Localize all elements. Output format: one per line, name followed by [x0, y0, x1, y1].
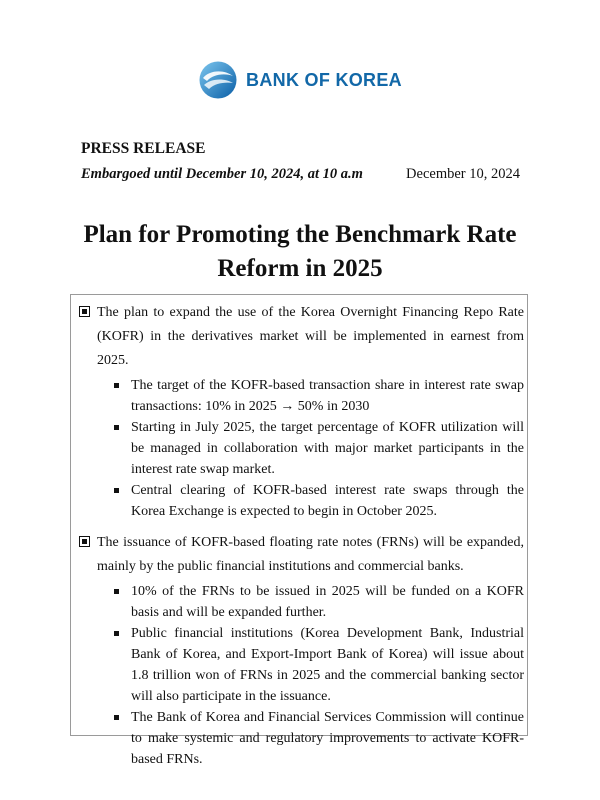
list-item: Public financial institutions (Korea Development Bank, Industrial Bank of Korea, and Export-Import Bank of Korea) will issue about 1.8 trillion won of FRNs in 2025 and the commercial banking sector will also participate in the issuance.: [114, 623, 524, 707]
list-item: 10% of the FRNs to be issued in 2025 will be funded on a KOFR basis and will be expanded further.: [114, 581, 524, 623]
bullet-list: [114, 581, 524, 770]
embargo-notice: Embargoed until December 10, 2024, at 10 a.m: [81, 166, 363, 182]
summary-box: [70, 294, 528, 767]
square-bullet-small-icon: [114, 383, 119, 388]
list-item: Starting in July 2025, the target percentage of KOFR utilization will be managed in collaboration with major market participants in the interest rate swap market.: [114, 417, 524, 480]
list-item: The target of the KOFR-based transaction share in interest rate swap transactions: 10% in 2025 → 50% in 2030: [114, 375, 524, 417]
bullet-list: [114, 375, 524, 522]
square-bullet-icon: [79, 536, 90, 547]
summary-section: [79, 301, 524, 522]
square-bullet-small-icon: [114, 488, 119, 493]
document-title: Plan for Promoting the Benchmark Rate Reform in 2025: [83, 221, 517, 282]
list-item: The Bank of Korea and Financial Services Commission will continue to make systemic and regulatory improvements to activate KOFR-based FRNs.: [114, 707, 524, 770]
release-date: December 10, 2024: [406, 166, 520, 182]
press-release-label: PRESS RELEASE: [81, 140, 206, 157]
square-bullet-small-icon: [114, 715, 119, 720]
bank-of-korea-emblem-icon: [198, 60, 238, 100]
square-bullet-small-icon: [114, 631, 119, 636]
list-item: Central clearing of KOFR-based interest rate swaps through the Korea Exchange is expected to begin in October 2025.: [114, 480, 524, 522]
section-lead: The plan to expand the use of the Korea Overnight Financing Repo Rate (KOFR) in the derivatives market will be implemented in earnest from 2025.: [97, 305, 524, 368]
logo-text: BANK OF KOREA: [246, 69, 402, 90]
square-bullet-small-icon: [114, 589, 119, 594]
bank-logo: [0, 60, 600, 100]
square-bullet-small-icon: [114, 425, 119, 430]
summary-section: [79, 531, 524, 770]
square-bullet-icon: [79, 306, 90, 317]
section-lead: The issuance of KOFR-based floating rate notes (FRNs) will be expanded, mainly by the public financial institutions and commercial banks.: [97, 535, 524, 574]
